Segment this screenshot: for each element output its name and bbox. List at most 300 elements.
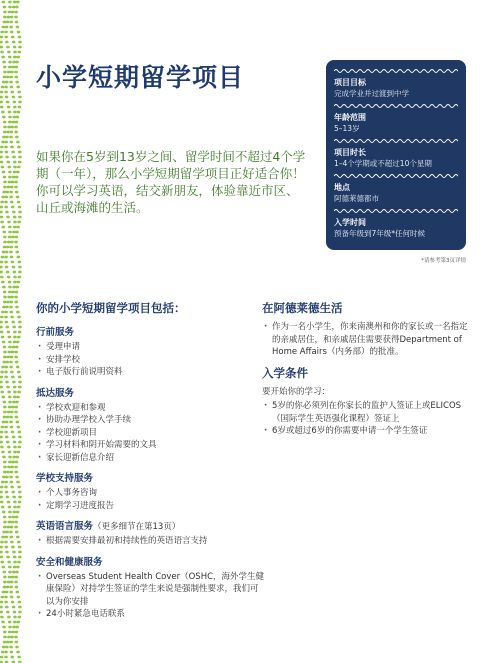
pattern-dot [12,266,16,269]
pattern-dot [3,296,7,299]
pattern-dot [16,341,20,344]
pattern-dot [6,611,10,614]
pattern-dot [18,211,22,214]
pattern-dot [6,76,10,79]
pattern-dot [11,236,15,239]
pattern-dot [5,366,9,369]
pattern-dot [17,221,21,224]
pattern-dot [13,1,17,4]
pattern-dot [15,136,19,139]
pattern-dot [7,581,11,584]
pattern-dot [15,286,19,289]
pattern-dot [18,96,22,99]
pattern-dot [11,11,15,14]
info-label: 年龄范围 [334,113,366,122]
pattern-dot [8,281,12,284]
pattern-dot [14,406,18,409]
pattern-dot [9,136,13,139]
pattern-dot [6,441,10,444]
pattern-dot [17,201,21,204]
pattern-dot [18,271,22,274]
entry-list [262,400,472,438]
pattern-dot [15,571,19,574]
pattern-dot [14,301,18,304]
pattern-dot [4,541,8,544]
pattern-dot [8,396,12,399]
pattern-dot [15,251,19,254]
pattern-dot [3,526,7,529]
pattern-dot [2,361,6,364]
pattern-dot [18,436,22,439]
pattern-dot [13,501,17,504]
pattern-dot [5,531,9,534]
pattern-dot [13,566,17,569]
pattern-dot [9,531,13,534]
pattern-dot [15,476,19,479]
pattern-dot [8,451,12,454]
pattern-dot [18,491,22,494]
pattern-dot [9,81,13,84]
pattern-dot [13,511,17,514]
pattern-dot [12,551,16,554]
pattern-dot [8,346,12,349]
pattern-dot [6,416,10,419]
pattern-dot [16,566,20,569]
pattern-dot [16,651,20,654]
pattern-dot [13,341,17,344]
pattern-dot [4,31,8,34]
pattern-dot [18,101,22,104]
pattern-dot [4,601,8,604]
pattern-dot [0,201,4,204]
pattern-dot [2,286,6,289]
pattern-dot [9,251,13,254]
pattern-dot [13,56,17,59]
pattern-dot [4,141,8,144]
pattern-dot [18,326,22,329]
pattern-dot [18,446,22,449]
pattern-dot [1,166,5,169]
info-value: 完成学业并过渡到中学 [334,89,409,98]
pattern-dot [13,621,17,624]
pattern-dot [13,391,17,394]
pattern-dot [0,541,4,544]
pattern-dot [3,246,7,249]
pattern-dot [18,266,22,269]
pattern-dot [10,481,14,484]
pattern-dot [14,356,18,359]
info-label: 入学时间 [334,218,366,227]
pattern-dot [15,121,19,124]
pattern-dot [8,181,12,184]
pattern-dot [18,161,22,164]
pattern-dot [13,276,17,279]
pattern-dot [15,81,19,84]
pattern-dot [18,41,22,44]
pattern-dot [5,156,9,159]
pattern-dot [1,141,5,144]
pattern-dot [15,591,19,594]
pattern-dot [2,231,6,234]
info-label: 项目目标 [334,78,366,87]
english-services-list [36,535,266,548]
pattern-dot [1,621,5,624]
pattern-dot [6,386,10,389]
pattern-dot [17,166,21,169]
pattern-dot [14,241,18,244]
pattern-dot [5,211,9,214]
pattern-dot [3,346,7,349]
pattern-dot [8,576,12,579]
pattern-dot [0,386,3,389]
pattern-dot [14,466,18,469]
pattern-dot [4,376,8,379]
pattern-dot [14,246,18,249]
pattern-dot [5,551,9,554]
pattern-dot [8,341,12,344]
pattern-dot [8,506,12,509]
pattern-dot [1,256,5,259]
pattern-dot [6,301,10,304]
pattern-dot [7,616,11,619]
intro-paragraph: 如果你在5岁到13岁之间、留学时间不超过4个学期（一年），那么小学短期留学项目正好适合你！你可以学习英语，结交新朋友，体验靠近市区、山丘或海滩的生活。 [36,149,306,215]
pattern-dot [8,231,12,234]
pattern-dot [7,276,11,279]
pattern-dot [0,371,4,374]
pattern-dot [3,641,7,644]
pattern-dot [8,236,12,239]
pattern-dot [0,391,4,394]
pattern-dot [16,1,20,4]
info-footnote: *请参考第3页详情 [421,258,466,264]
pattern-dot [10,356,14,359]
pattern-dot [5,81,9,84]
pattern-dot [6,556,10,559]
pattern-dot [18,496,22,499]
pattern-dot [10,126,14,129]
pattern-dot [8,286,12,289]
pattern-dot [13,101,17,104]
pattern-dot [9,26,13,29]
info-value: 1–4个学期或不超过10个星期 [334,159,432,168]
pattern-dot [15,516,19,519]
pattern-dot [0,611,3,614]
pattern-dot [0,146,4,149]
pattern-dot [3,351,7,354]
pattern-dot [1,336,5,339]
pattern-dot [4,481,8,484]
pattern-dot [12,6,16,9]
pattern-dot [2,626,6,629]
pattern-dot [18,386,22,389]
section-heading: 行前服务 [36,327,75,338]
pattern-dot [8,511,12,514]
pattern-dot [3,76,7,79]
pattern-dot [8,401,12,404]
pattern-dot [7,71,11,74]
pattern-dot [14,351,18,354]
pattern-dot [2,26,6,29]
pattern-dot [12,41,16,44]
pattern-dot [13,281,17,284]
pattern-dot [10,636,14,639]
pattern-dot [4,261,8,264]
pattern-dot [0,96,3,99]
pattern-dot [3,571,7,574]
pattern-dot [2,251,6,254]
pattern-dot [9,591,13,594]
pattern-dot [2,1,6,4]
pattern-dot [15,6,19,9]
pattern-dot [17,596,21,599]
pattern-dot [3,176,7,179]
pattern-dot [11,206,15,209]
pattern-dot [11,601,15,604]
pattern-dot [11,461,15,464]
pattern-dot [13,171,17,174]
pattern-dot [5,381,9,384]
pattern-dot [18,376,22,379]
pattern-dot [12,401,16,404]
pattern-dot [5,476,9,479]
pattern-dot [11,291,15,294]
pattern-dot [1,506,5,509]
section-heading: 抵达服务 [36,387,75,399]
pattern-dot [8,116,12,119]
pattern-dot [0,91,3,94]
pattern-dot [10,186,14,189]
pattern-dot [0,326,3,329]
info-value: 预备年级到7年级*任何时候 [334,229,426,238]
pattern-dot [6,191,10,194]
pattern-dot [3,301,7,304]
pattern-dot [2,456,6,459]
pattern-dot [0,331,3,334]
pattern-dot [18,321,22,324]
pattern-dot [4,651,8,654]
info-item [334,77,458,99]
pattern-dot [10,486,14,489]
pattern-dot [8,571,12,574]
pattern-dot [13,111,17,114]
pattern-dot [3,121,7,124]
pattern-dot [18,276,22,279]
entry-intro: 要开始你的学习： [262,386,331,397]
pattern-dot [17,561,21,564]
pattern-dot [6,361,10,364]
pattern-dot [3,66,7,69]
pattern-dot [13,616,17,619]
pattern-dot [11,321,15,324]
pattern-dot [0,546,3,549]
pattern-dot [12,436,16,439]
pattern-dot [5,646,9,649]
pattern-dot [3,586,7,589]
pattern-dot [15,176,19,179]
pattern-dot [16,56,20,59]
pattern-dot [8,521,12,524]
list-item: · 电子版行前说明资料 [36,366,266,379]
pattern-dot [6,326,10,329]
pattern-dot [7,526,11,529]
pattern-dot [17,391,21,394]
pattern-dot [17,541,21,544]
living-heading: 在阿德莱德生活 [262,301,343,315]
english-services-heading: 英语语言服务（更多细节在第13页） [36,521,181,532]
pattern-dot [3,71,7,74]
pattern-dot [10,146,14,149]
pattern-dot [3,181,7,184]
pattern-dot [8,291,12,294]
pattern-dot [10,656,14,659]
pattern-dot [3,356,7,359]
pattern-dot [0,431,3,434]
pattern-dot [3,636,7,639]
pattern-dot [8,66,12,69]
pattern-dot [14,296,18,299]
pattern-dot [11,181,15,184]
pattern-dot [6,101,10,104]
living-entry-column [262,300,472,438]
pattern-dot [2,341,6,344]
pattern-dot [10,596,14,599]
pattern-dot [16,26,20,29]
pattern-dot [8,111,12,114]
pattern-dot [9,196,13,199]
pattern-dot [2,476,6,479]
pattern-dot [10,651,14,654]
pattern-dot [9,21,13,24]
pattern-dot [8,456,12,459]
pattern-dot [0,556,3,559]
pattern-dot [2,421,6,424]
pattern-dot [12,96,16,99]
pattern-dot [12,606,16,609]
pattern-dot [16,116,20,119]
list-item: · 安排学校 [36,354,266,367]
pattern-dot [0,496,3,499]
info-value: 阿德莱德都市 [334,194,379,203]
pattern-dot [6,131,10,134]
pattern-dot [13,116,17,119]
pattern-dot [7,51,11,54]
pattern-dot [5,251,9,254]
pattern-dot [11,351,15,354]
pattern-dot [11,36,15,39]
health-services-list [36,571,266,621]
pattern-dot [17,316,21,319]
health-services-heading: 安全和健康服务 [36,556,103,568]
pattern-dot [6,271,10,274]
pattern-dot [9,191,13,194]
pattern-dot [15,646,19,649]
pattern-dot [1,596,5,599]
pattern-dot [13,556,17,559]
pattern-dot [9,641,13,644]
pattern-dot [15,401,19,404]
pattern-dot [4,316,8,319]
pattern-dot [1,451,5,454]
pattern-dot [0,31,4,34]
pattern-dot [17,426,21,429]
info-item [334,112,458,134]
pattern-dot [15,416,19,419]
pattern-dot [8,176,12,179]
pattern-dot [6,471,10,474]
pattern-dot [0,601,3,604]
pattern-dot [7,636,11,639]
pattern-dot [15,191,19,194]
pattern-dot [4,431,8,434]
pattern-dot [12,496,16,499]
pattern-dot [12,156,16,159]
section-list [36,341,266,379]
pattern-dot [9,361,13,364]
pattern-dot [15,231,19,234]
list-item: · 24小时紧急电话联系 [36,608,266,621]
info-label: 项目时长 [334,148,366,157]
pattern-dot [14,236,18,239]
pattern-dot [3,406,7,409]
pattern-dot [14,126,18,129]
pattern-dot [18,156,22,159]
pattern-dot [17,486,21,489]
pattern-dot [0,46,3,49]
pattern-dot [10,256,14,259]
pattern-dot [8,336,12,339]
pattern-dot [0,41,3,44]
pattern-dot [5,196,9,199]
pattern-dot [16,311,20,314]
pattern-dot [5,136,9,139]
pattern-dot [3,241,7,244]
pattern-dot [10,16,14,19]
pattern-dot [16,141,20,144]
pattern-dot [18,556,22,559]
pattern-dot [3,236,7,239]
pattern-dot [7,186,11,189]
pattern-dot [15,626,19,629]
wave-divider [334,138,458,144]
pattern-dot [1,426,5,429]
pattern-dot [2,531,6,534]
pattern-dot [2,511,6,514]
pattern-dot [2,396,6,399]
pattern-dot [4,371,8,374]
pattern-dot [18,381,22,384]
pattern-dot [15,631,19,634]
pattern-dot [2,171,6,174]
pattern-dot [0,161,3,164]
pattern-dot [2,116,6,119]
pattern-dot [13,336,17,339]
pattern-dot [14,641,18,644]
pattern-dot [14,76,18,79]
pattern-dot [13,216,17,219]
pattern-dot [0,266,3,269]
pattern-dot [3,131,7,134]
pattern-dot [4,201,8,204]
pattern-dot [0,221,4,224]
pattern-dot [14,181,18,184]
list-item: · 作为一名小学生，你来南澳州和你的家长或一名指定的亲戚居住，和亲戚居住需要获得Department of Home Affairs（内务部）的批准。 [262,321,472,359]
pattern-dot [6,216,10,219]
pattern-dot [13,166,17,169]
pattern-dot [3,461,7,464]
pattern-dot [11,431,15,434]
pattern-dot [8,516,12,519]
pattern-dot [11,261,15,264]
